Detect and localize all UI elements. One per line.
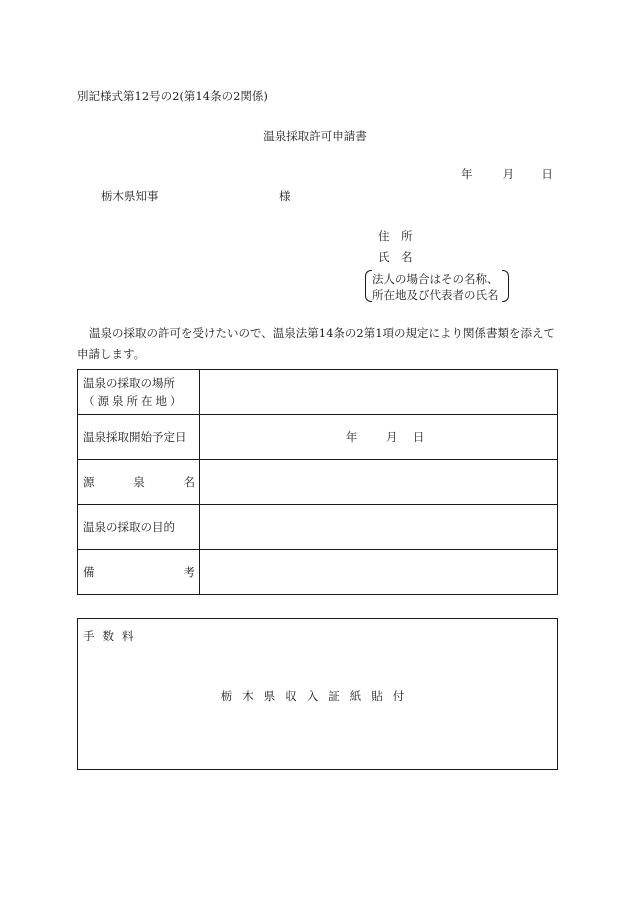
spring-name-char: 名 — [183, 475, 195, 489]
spring-name-char: 源 — [83, 475, 95, 489]
start-date-day: 日 — [412, 430, 425, 444]
date-month-label: 月 — [502, 167, 515, 181]
corporation-note — [363, 268, 511, 304]
spring-name-label — [78, 460, 200, 505]
applicant-address-label: 住 所 — [378, 229, 413, 243]
right-bracket — [502, 270, 509, 302]
corporation-note-line1: 法人の場合はその名称、 — [372, 272, 499, 286]
application-statement: 温泉の採取の許可を受けたいので、温泉法第14条の2第1項の規定により関係書類を添えて申請します。 — [77, 326, 556, 361]
table-row — [78, 550, 558, 595]
application-table — [77, 369, 558, 595]
purpose-label: 温泉の採取の目的 — [78, 505, 200, 550]
purpose-value[interactable] — [200, 505, 558, 550]
table-row — [78, 370, 558, 415]
start-date-year: 年 — [345, 430, 358, 444]
document-title: 温泉採取許可申請書 — [263, 129, 367, 143]
application-date — [461, 166, 553, 182]
applicant-name-label: 氏 名 — [378, 250, 413, 264]
table-row — [78, 415, 558, 460]
start-date-value[interactable] — [200, 415, 558, 460]
date-day-label: 日 — [541, 167, 553, 181]
location-value[interactable] — [200, 370, 558, 415]
date-year-label: 年 — [461, 167, 473, 181]
remarks-char: 考 — [183, 565, 195, 579]
remarks-value[interactable] — [200, 550, 558, 595]
form-number: 別記様式第12号の2(第14条の2関係) — [77, 89, 268, 103]
fee-label: 手数料 — [83, 629, 142, 643]
spring-name-value[interactable] — [200, 460, 558, 505]
start-date-label: 温泉採取開始予定日 — [78, 415, 200, 460]
location-label-line2: （源泉所在地） — [83, 394, 185, 408]
revenue-stamp-note: 栃木県収入証紙貼付 — [220, 689, 415, 703]
remarks-label — [78, 550, 200, 595]
location-label-line1: 温泉の採取の場所 — [83, 376, 175, 390]
spring-name-char: 泉 — [133, 475, 145, 489]
table-row — [78, 505, 558, 550]
start-date-month: 月 — [386, 430, 398, 444]
honorific: 様 — [279, 189, 291, 203]
left-bracket — [365, 270, 372, 302]
location-label — [78, 370, 200, 415]
remarks-char: 備 — [83, 565, 95, 579]
addressee: 栃木県知事 — [101, 189, 159, 203]
fee-box — [77, 618, 558, 770]
corporation-note-line2: 所在地及び代表者の氏名 — [372, 288, 499, 302]
table-row — [78, 460, 558, 505]
